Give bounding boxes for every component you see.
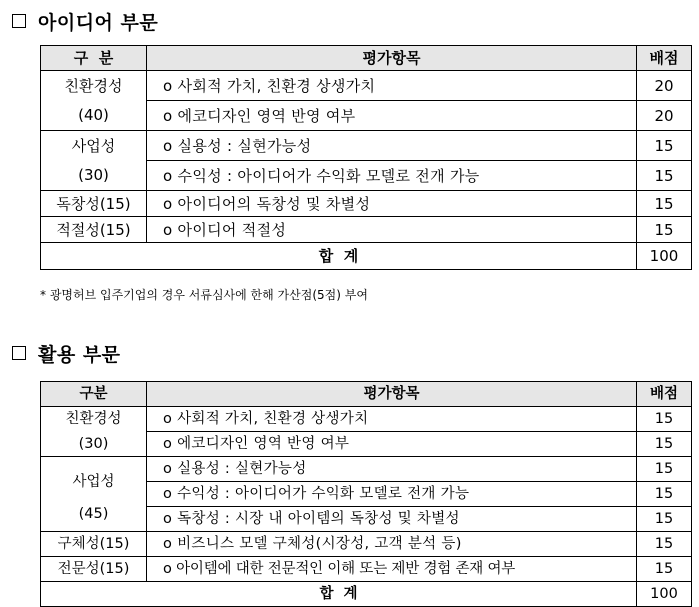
item-cell: o 독창성 : 시장 내 아이템의 독창성 및 차별성 — [147, 507, 637, 532]
section-title-text: 아이디어 부문 — [38, 12, 159, 34]
table-row — [41, 557, 692, 582]
item-cell: o 에코디자인 영역 반영 여부 — [147, 432, 637, 457]
footnote: * 광명허브 입주기업의 경우 서류심사에 한해 가산점(5점) 부여 — [40, 288, 368, 302]
item-cell: o 비즈니스 모델 구체성(시장성, 고객 분석 등) — [147, 532, 637, 557]
score-cell: 15 — [637, 557, 692, 582]
table-row — [41, 532, 692, 557]
score-cell: 15 — [637, 191, 692, 217]
table-row — [41, 191, 692, 217]
table-row — [41, 217, 692, 243]
category-sub-cell: (40) — [41, 101, 147, 131]
table-row — [41, 101, 692, 131]
section-title-application — [12, 340, 121, 367]
header-score: 배점 — [637, 46, 692, 71]
table-row — [41, 161, 692, 191]
table-header-row — [41, 46, 692, 71]
table-row — [41, 507, 692, 532]
table-row — [41, 71, 692, 101]
category-sub-cell: (45) — [41, 507, 147, 532]
score-cell: 15 — [637, 457, 692, 482]
header-item: 평가항목 — [147, 382, 637, 407]
item-cell: o 아이디어 적절성 — [147, 217, 637, 243]
category-cell: 사업성 — [41, 457, 147, 507]
header-category: 구 분 — [41, 46, 147, 71]
item-cell: o 에코디자인 영역 반영 여부 — [147, 101, 637, 131]
item-cell: o 아이디어의 독창성 및 차별성 — [147, 191, 637, 217]
table-row — [41, 131, 692, 161]
score-cell: 15 — [637, 507, 692, 532]
total-score: 100 — [637, 582, 692, 607]
category-sub-cell: (30) — [41, 432, 147, 457]
item-cell: o 수익성 : 아이디어가 수익화 모델로 전개 가능 — [147, 482, 637, 507]
category-cell: 구체성(15) — [41, 532, 147, 557]
evaluation-table-application — [40, 381, 692, 607]
score-cell: 15 — [637, 482, 692, 507]
category-cell: 적절성(15) — [41, 217, 147, 243]
header-item: 평가항목 — [147, 46, 637, 71]
score-cell: 20 — [637, 71, 692, 101]
category-cell: 전문성(15) — [41, 557, 147, 582]
category-cell: 친환경성 — [41, 407, 147, 432]
item-cell: o 아이템에 대한 전문적인 이해 또는 제반 경험 존재 여부 — [147, 557, 637, 582]
total-score: 100 — [637, 243, 692, 270]
score-cell: 20 — [637, 101, 692, 131]
score-cell: 15 — [637, 217, 692, 243]
score-cell: 15 — [637, 161, 692, 191]
score-cell: 15 — [637, 407, 692, 432]
item-cell: o 실용성 : 실현가능성 — [147, 457, 637, 482]
item-cell: o 사회적 가치, 친환경 상생가치 — [147, 71, 637, 101]
section-title-idea — [12, 8, 158, 35]
header-score: 배점 — [637, 382, 692, 407]
table-row — [41, 432, 692, 457]
item-cell: o 수익성 : 아이디어가 수익화 모델로 전개 가능 — [147, 161, 637, 191]
score-cell: 15 — [637, 432, 692, 457]
item-cell: o 실용성 : 실현가능성 — [147, 131, 637, 161]
table-row — [41, 457, 692, 482]
section-title-text: 활용 부문 — [38, 344, 121, 366]
evaluation-table-idea — [40, 45, 692, 270]
category-sub-cell: (30) — [41, 161, 147, 191]
item-cell: o 사회적 가치, 친환경 상생가치 — [147, 407, 637, 432]
score-cell: 15 — [637, 131, 692, 161]
header-category: 구분 — [41, 382, 147, 407]
table-header-row — [41, 382, 692, 407]
category-cell: 사업성 — [41, 131, 147, 161]
total-label: 합 계 — [41, 582, 637, 607]
category-cell: 친환경성 — [41, 71, 147, 101]
total-row — [41, 243, 692, 270]
total-label: 합 계 — [41, 243, 637, 270]
table-row — [41, 407, 692, 432]
checkbox-square-icon — [12, 14, 26, 28]
score-cell: 15 — [637, 532, 692, 557]
category-cell: 독창성(15) — [41, 191, 147, 217]
total-row — [41, 582, 692, 607]
checkbox-square-icon — [12, 346, 26, 360]
